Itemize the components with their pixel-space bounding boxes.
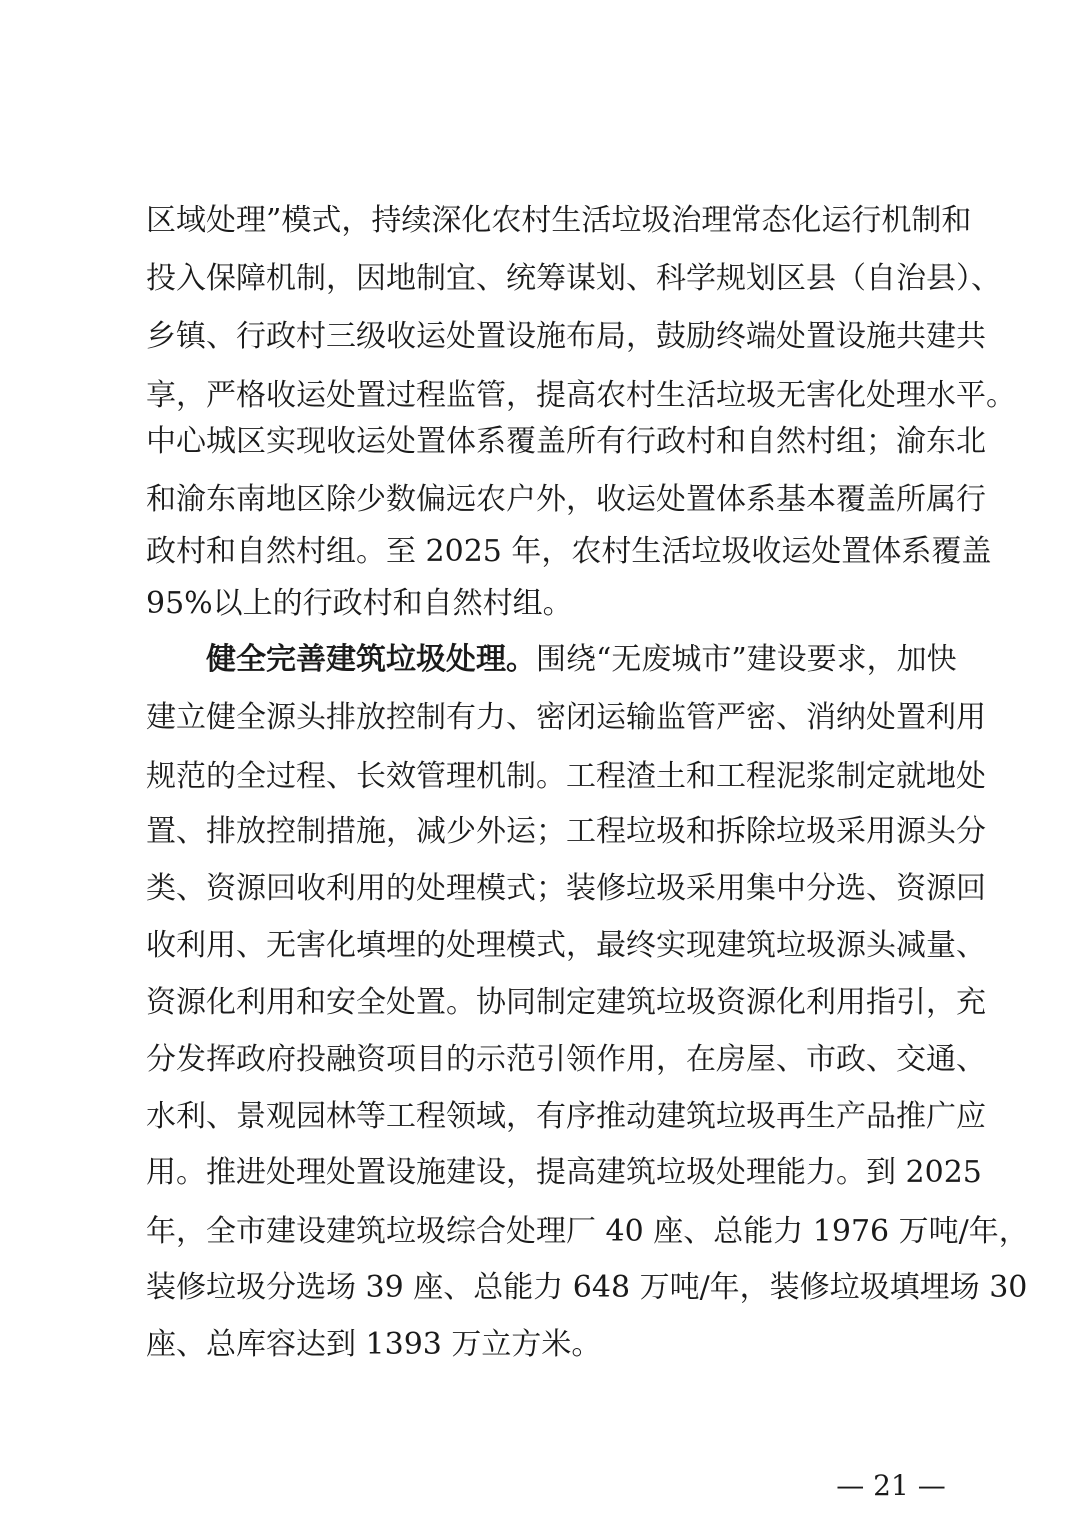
text-line: 年，全市建设建筑垃圾综合处理厂 40 座、总能力 1976 万吨/年， [146, 1214, 1029, 1249]
text-line: 投入保障机制，因地制宜、统筹谋划、科学规划区县（自治县）、 [146, 261, 1001, 296]
text-line-first [206, 640, 957, 680]
text-line: 建立健全源头排放控制有力、密闭运输监管严密、消纳处置利用 [146, 700, 986, 735]
text-line: 收利用、无害化填埋的处理模式，最终实现建筑垃圾源头减量、 [146, 928, 986, 963]
text-line: 规范的全过程、长效管理机制。工程渣土和工程泥浆制定就地处 [146, 759, 986, 794]
text-line: 分发挥政府投融资项目的示范引领作用，在房屋、市政、交通、 [146, 1042, 986, 1077]
text-line: 类、资源回收利用的处理模式；装修垃圾采用集中分选、资源回 [146, 871, 986, 906]
text-line: 95%以上的行政村和自然村组。 [146, 586, 573, 621]
text-line: 用。推进处理处置设施建设，提高建筑垃圾处理能力。到 2025 [146, 1155, 982, 1190]
paragraph-heading: 健全完善建筑垃圾处理。 [206, 642, 536, 677]
text-line: 置、排放控制措施，减少外运；工程垃圾和拆除垃圾采用源头分 [146, 814, 986, 849]
text-line: 座、总库容达到 1393 万立方米。 [146, 1327, 602, 1362]
text-line: 享，严格收运处置过程监管，提高农村生活垃圾无害化处理水平。 [146, 378, 1016, 413]
text-line: 中心城区实现收运处置体系覆盖所有行政村和自然村组；渝东北 [146, 424, 986, 459]
text-line: 区域处理”模式，持续深化农村生活垃圾治理常态化运行机制和 [146, 203, 972, 238]
text-line: 政村和自然村组。至 2025 年，农村生活垃圾收运处置体系覆盖 [146, 534, 992, 569]
text-line: 乡镇、行政村三级收运处置设施布局，鼓励终端处置设施共建共 [146, 319, 986, 354]
text-line: 装修垃圾分选场 39 座、总能力 648 万吨/年，装修垃圾填埋场 30 [146, 1270, 1028, 1305]
text-span: 围绕“无废城市”建设要求，加快 [536, 642, 957, 677]
page-number: — 21 — [836, 1469, 946, 1502]
text-line: 水利、景观园林等工程领域，有序推动建筑垃圾再生产品推广应 [146, 1099, 986, 1134]
text-line: 和渝东南地区除少数偏远农户外，收运处置体系基本覆盖所属行 [146, 482, 986, 517]
text-line: 资源化利用和安全处置。协同制定建筑垃圾资源化利用指引，充 [146, 985, 986, 1020]
